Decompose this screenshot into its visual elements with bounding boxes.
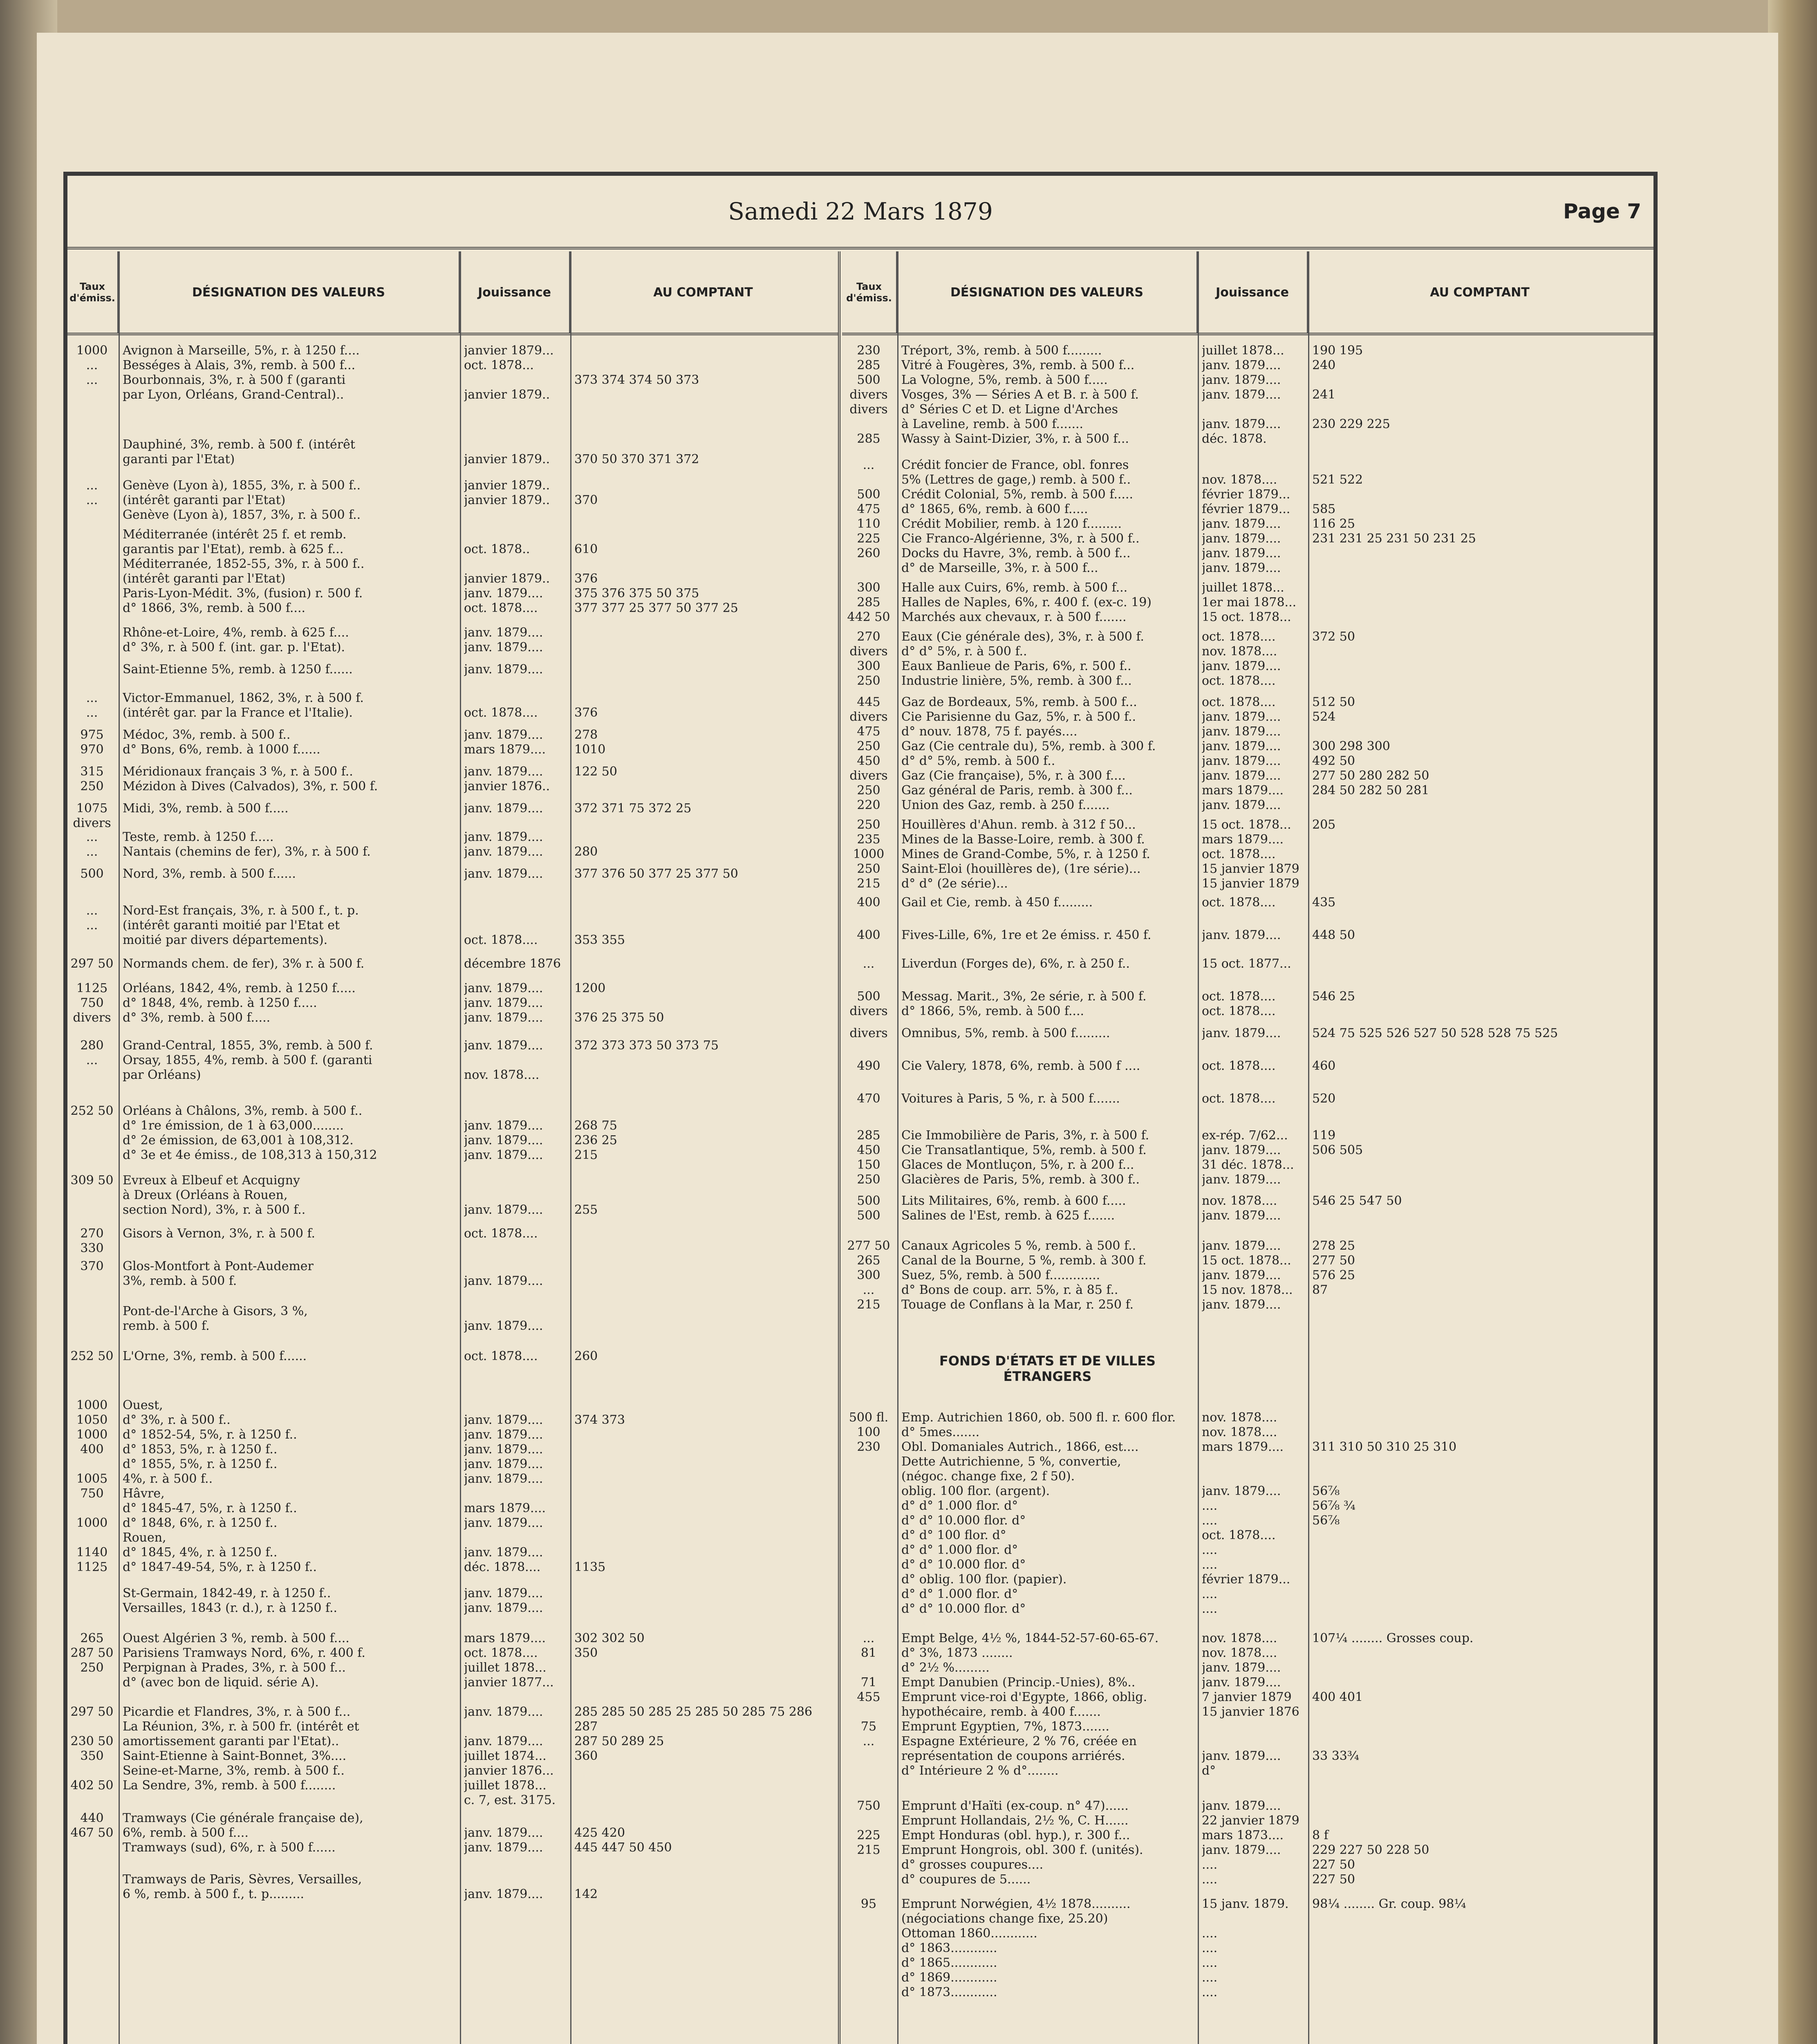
cell-prix: 122 50	[574, 764, 617, 779]
cell-jouis: oct. 1878....	[464, 1226, 538, 1241]
cell-desig: Genève (Lyon à), 1855, 3%, r. à 500 f.. (intérêt garanti par l'Etat) Genève (Lyon à), 1857, 3%, r. à 500 f..	[123, 478, 361, 522]
cell-jouis: janv. 1879.... janv. 1879.... janv. 1879....	[464, 1118, 543, 1162]
cell-jouis: oct. 1878....	[1202, 895, 1276, 910]
cell-taux: 270 330	[80, 1226, 104, 1255]
cell-desig: Nord, 3%, remb. à 500 f......	[123, 867, 296, 881]
cell-taux: 1125 750 divers	[73, 981, 111, 1025]
cell-jouis: janv. 1879....	[464, 1887, 543, 1901]
cell-desig: Voitures à Paris, 5 %, r. à 500 f.......	[901, 1091, 1120, 1106]
cell-prix: 278 1010	[574, 728, 606, 757]
cell-prix: 377 376 50 377 25 377 50	[574, 867, 738, 881]
taux-header-right: Taux d'émiss.	[842, 251, 897, 333]
cell-jouis: oct. 1878....	[1202, 1091, 1276, 1106]
cell-taux: 1000 1050 1000 400 1005 750 1000 1140 1125	[76, 1398, 108, 1574]
cell-prix: 107¼ ........ Grosses coup. 400 401 33 33¾	[1312, 1631, 1474, 1763]
cell-prix: 268 75 236 25 215	[574, 1118, 617, 1162]
cell-jouis: janv. 1879.... 15 oct. 1878... janv. 1879.... 15 nov. 1878... janv. 1879....	[1202, 1239, 1293, 1312]
cell-desig: Glos-Montfort à Pont-Audemer 3%, remb. à 500 f.	[123, 1259, 314, 1288]
cell-prix: 205	[1312, 818, 1336, 832]
cell-prix: 302 302 50 350	[574, 1631, 645, 1660]
cell-prix: 142	[574, 1887, 598, 1901]
cell-desig: Normands chem. de fer), 3% r. à 500 f.	[123, 957, 365, 971]
cell-jouis: janv. 1879....	[464, 801, 543, 816]
cell-taux: 297 50 230 50 350 402 50	[70, 1705, 114, 1793]
cell-prix: 374 373 1135	[574, 1413, 625, 1574]
cell-taux: 400	[857, 895, 880, 910]
designation-header: DÉSIGNATION DES VALEURS	[119, 251, 460, 333]
cell-prix: 372 373 373 50 373 75	[574, 1038, 719, 1053]
cell-desig: Emprunt d'Haïti (ex-coup. n° 47)...... Emprunt Hollandais, 2½ %, C. H...... Empt Honduras (obl. hyp.), r. 300 f... Emprunt Hongrois, obl. 300 f. (unités). d° grosses coupures.... d° coupures de 5......	[901, 1799, 1143, 1887]
cell-desig: Médoc, 3%, remb. à 500 f.. d° Bons, 6%, remb. à 1000 f......	[123, 728, 320, 757]
cell-jouis: oct. 1878....	[464, 933, 538, 947]
cell-taux: 440 467 50	[70, 1811, 114, 1840]
cell-taux: 285 450 150 250	[857, 1128, 880, 1187]
cell-prix: 546 25 547 50	[1312, 1194, 1402, 1208]
cell-desig: Crédit foncier de France, obl. fonres 5% (Lettres de gage,) remb. à 500 f.. Crédit Colonial, 5%, remb. à 500 f..... d° 1865, 6%, remb. à 600 f..... Crédit Mobilier, remb. à 120 f......... Cie Franco-Algérienne, 3%, r. à 500 f.. Docks du Havre, 3%, remb. à 500 f... d° de Marseille, 3%, r. à 500 f...	[901, 458, 1140, 575]
cell-desig: Messag. Marit., 3%, 2e série, r. à 500 f. d° 1866, 5%, remb. à 500 f....	[901, 989, 1147, 1018]
cell-taux: ... ...	[86, 830, 98, 859]
cell-taux: 500	[80, 867, 104, 881]
cell-desig: Tréport, 3%, remb. à 500 f......... Vitré à Fougères, 3%, remb. à 500 f... La Vologne, 5%, remb. à 500 f..... Vosges, 3% — Séries A et B. r. à 500 f. d° Séries C et D. et Ligne d'Arches à Laveline, remb. à 500 f....... Wassy à Saint-Dizier, 3%, r. à 500 f...	[901, 343, 1139, 446]
cell-taux: 300 285 442 50	[847, 580, 890, 624]
cell-jouis: ex-rép. 7/62... janv. 1879.... 31 déc. 1878... janv. 1879....	[1202, 1128, 1294, 1187]
cell-jouis: décembre 1876	[464, 957, 561, 971]
cell-desig: Omnibus, 5%, remb. à 500 f.........	[901, 1026, 1110, 1040]
cell-jouis: janv. 1879.... nov. 1878....	[464, 1038, 543, 1082]
cell-jouis: janv. 1879.... janvier 1876..	[464, 764, 550, 793]
cell-jouis: janv. 1879....	[1202, 928, 1281, 942]
cell-desig: Cie Valery, 1878, 6%, remb. à 500 f ....	[901, 1059, 1140, 1073]
cell-prix: 425 420 445 447 50 450	[574, 1826, 672, 1855]
cell-taux: ... 81 71 455 75 ...	[857, 1631, 880, 1748]
cell-desig: Liverdun (Forges de), 6%, r. à 250 f..	[901, 957, 1130, 971]
cell-taux: 750 225 215	[857, 1799, 880, 1857]
cell-jouis: oct. 1878....	[1202, 1059, 1276, 1073]
cell-jouis: oct. 1878.. janvier 1879.. janv. 1879.... oct. 1878....	[464, 542, 550, 615]
cell-taux: 500 500	[857, 1194, 880, 1223]
cell-taux: 265 287 50 250	[70, 1631, 114, 1675]
cell-prix: 610 376 375 376 375 50 375 377 377 25 377 50 377 25	[574, 542, 738, 615]
cell-prix: 285 285 50 285 25 285 50 285 75 286 287 287 50 289 25 360	[574, 1705, 813, 1763]
cell-desig: Orléans, 1842, 4%, remb. à 1250 f..... d° 1848, 4%, remb. à 1250 f..... d° 3%, remb. à 500 f.....	[123, 981, 356, 1025]
cell-desig: Victor-Emmanuel, 1862, 3%, r. à 500 f. (intérêt gar. par la France et l'Italie).	[123, 691, 364, 720]
cell-jouis: janv. 1879.... janv. 1879.... janv. 1879....	[464, 981, 543, 1025]
cell-taux: 297 50	[70, 957, 114, 971]
cell-jouis: janv. 1879....	[464, 1319, 543, 1333]
cell-taux: 315 250	[80, 764, 104, 793]
cell-desig: Emp. Autrichien 1860, ob. 500 fl. r. 600 flor. d° 5mes....... Obl. Domaniales Autrich., 1866, est.... Dette Autrichienne, 5 %, convertie, (négoc. change fixe, 2 f 50). oblig. 100 flor. (argent). d° d° 1.000 flor. d° d° d° 10.000 flor. d° d° d° 100 flor. d° d° d° 1.000 flor. d° d° d° 10.000 flor. d° d° oblig. 100 flor. (papier). d° d° 1.000 flor. d° d° d° 10.000 flor. d°	[901, 1410, 1176, 1616]
cell-prix: 119 506 505	[1312, 1128, 1363, 1157]
cell-jouis: janvier 1879..	[464, 452, 550, 466]
cell-prix: 520	[1312, 1091, 1336, 1106]
cell-taux: 1000 ... ...	[76, 343, 108, 387]
cell-prix: 260	[574, 1349, 598, 1363]
cell-taux: 400	[857, 928, 880, 942]
cell-prix: 546 25	[1312, 989, 1355, 1004]
cell-taux: ... 500 475 110 225 260	[857, 458, 880, 560]
left-table	[67, 251, 840, 2044]
comptant-header-right: AU COMPTANT	[1430, 285, 1530, 300]
page-number: Page 7	[1563, 199, 1641, 223]
cell-prix: 278 25 277 50 576 25 87	[1312, 1239, 1355, 1297]
cell-jouis: janv. 1879....	[464, 662, 543, 677]
cell-jouis: janv. 1879.... mars 1879....	[464, 728, 546, 757]
cell-jouis: janvier 1879.. janvier 1879..	[464, 478, 550, 507]
cell-jouis: oct. 1878.... janv. 1879.... janv. 1879.... janv. 1879.... janv. 1879.... janv. 1879.... mars 1879.... janv. 1879....	[1202, 695, 1284, 812]
cell-desig: Gail et Cie, remb. à 450 f.........	[901, 895, 1093, 910]
cell-desig: Méditerranée (intérêt 25 f. et remb. garantis par l'Etat), remb. à 625 f... Méditerranée, 1852-55, 3%, r. à 500 f.. (intérêt garanti par l'Etat) Paris-Lyon-Médit. 3%, (fusion) r. 500 f. d° 1866, 3%, remb. à 500 f....	[123, 527, 365, 615]
cell-jouis: janv. 1879.... janv. 1879....	[464, 1826, 543, 1855]
cell-taux: 280 ...	[80, 1038, 104, 1067]
cell-desig: Rhône-et-Loire, 4%, remb. à 625 f.... d° 3%, r. à 500 f. (int. gar. p. l'Etat).	[123, 625, 349, 654]
cell-prix: 370 50 370 371 372	[574, 452, 699, 466]
cell-jouis: nov. 1878.... nov. 1878.... mars 1879.... janv. 1879.... .... .... oct. 1878.... .... .... février 1879... .... ....	[1202, 1410, 1290, 1616]
cell-desig: Grand-Central, 1855, 3%, remb. à 500 f. Orsay, 1855, 4%, remb. à 500 f. (garanti par Orléans)	[123, 1038, 373, 1082]
cell-desig: Ouest, d° 3%, r. à 500 f.. d° 1852-54, 5%, r. à 1250 f.. d° 1853, 5%, r. à 1250 f.. d° 1855, 5%, r. à 1250 f.. 4%, r. à 500 f.. Hâvre, d° 1845-47, 5%, r. à 1250 f.. d° 1848, 6%, r. à 1250 f.. Rouen, d° 1845, 4%, r. à 1250 f.. d° 1847-49-54, 5%, r. à 1250 f..	[123, 1398, 317, 1574]
cell-prix: 311 310 50 310 25 310 56⅞ 56⅞ ¾ 56⅞	[1312, 1440, 1457, 1528]
cell-jouis: janv. 1879....	[1202, 1026, 1281, 1040]
cell-prix: 98¼ ........ Gr. coup. 98¼	[1312, 1897, 1466, 1911]
cell-jouis: oct. 1878....	[464, 706, 538, 720]
cell-taux: 370	[80, 1259, 104, 1273]
cell-desig: L'Orne, 3%, remb. à 500 f......	[123, 1349, 307, 1363]
cell-taux: 270 divers 300 250	[849, 630, 888, 688]
cell-desig: Picardie et Flandres, 3%, r. à 500 f... La Réunion, 3%, r. à 500 fr. (intérêt et amortissement garanti par l'Etat).. Saint-Etienne à Saint-Bonnet, 3%.... Seine-et-Marne, 3%, remb. à 500 f.. La Sendre, 3%, remb. à 500 f........	[123, 1705, 359, 1793]
cell-taux: 95	[860, 1897, 877, 1911]
cell-prix: 435	[1312, 895, 1336, 910]
cell-jouis: nov. 1878.... février 1879... février 1879... janv. 1879.... janv. 1879.... janv. 1879.... janv. 1879....	[1202, 473, 1290, 575]
cell-desig: Nord-Est français, 3%, r. à 500 f., t. p. (intérêt garanti moitié par l'Etat et moitié par divers départements).	[123, 903, 359, 947]
cell-prix: 460	[1312, 1059, 1336, 1073]
cell-desig: Emprunt Norwégien, 4½ 1878.......... (négociations change fixe, 25.20) Ottoman 1860............ d° 1863............ d° 1865............ d° 1869............ d° 1873............	[901, 1897, 1131, 1999]
cell-desig: Houillères d'Ahun. remb. à 312 f 50... Mines de la Basse-Loire, remb. à 300 f. Mines de Grand-Combe, 5%, r. à 1250 f. Saint-Eloi (houillères de), (1re série)... d° d° (2e série)...	[901, 818, 1150, 891]
cell-taux: 445 divers 475 250 450 divers 250 220	[849, 695, 888, 812]
cell-jouis: janvier 1879... oct. 1878... janvier 1879..	[464, 343, 554, 402]
cell-desig: Evreux à Elbeuf et Acquigny à Dreux (Orléans à Rouen, section Nord), 3%, r. à 500 f..	[123, 1173, 306, 1217]
cell-jouis: oct. 1878.... oct. 1878....	[1202, 989, 1276, 1018]
cell-prix: 521 522 585 116 25 231 231 25 231 50 231 25	[1312, 473, 1476, 546]
cell-taux: 309 50	[70, 1173, 114, 1188]
cell-taux: ... ...	[86, 691, 98, 720]
cell-taux: 490	[857, 1059, 880, 1073]
cell-jouis: 15 janv. 1879. .... .... .... .... ....	[1202, 1897, 1289, 1999]
cell-jouis: janv. 1879.... 22 janvier 1879 mars 1873.... janv. 1879.... .... ....	[1202, 1799, 1299, 1887]
designation-header-right: DÉSIGNATION DES VALEURS	[897, 251, 1198, 333]
cell-taux: 975 970	[80, 728, 104, 757]
cell-desig: Midi, 3%, remb. à 500 f.....	[123, 801, 289, 816]
cell-jouis: janv. 1879....	[464, 1274, 543, 1288]
cell-jouis: nov. 1878.... nov. 1878.... janv. 1879.... janv. 1879.... 7 janvier 1879 15 janvier 1876 janv. 1879.... d°	[1202, 1631, 1299, 1778]
cell-taux: 500 fl. 100 230	[849, 1410, 889, 1454]
cell-desig: Canaux Agricoles 5 %, remb. à 500 f.. Canal de la Bourne, 5 %, remb. à 300 f. Suez, 5%, remb. à 500 f............. d° Bons de coup. arr. 5%, r. à 85 f.. Touage de Conflans à la Mar, r. 250 f.	[901, 1239, 1147, 1312]
cell-taux: 500 divers	[849, 989, 888, 1018]
cell-jouis: nov. 1878.... janv. 1879....	[1202, 1194, 1281, 1223]
cell-taux: ...	[863, 957, 875, 971]
cell-desig: Lits Militaires, 6%, remb. à 600 f..... Salines de l'Est, remb. à 625 f.......	[901, 1194, 1126, 1223]
cell-taux: 230 285 500 divers divers 285	[849, 343, 888, 446]
cell-prix: 255	[574, 1203, 598, 1217]
cell-taux: 1075 divers	[73, 801, 111, 830]
comptant-header: AU COMPTANT	[653, 285, 753, 300]
left-table-header	[67, 251, 838, 335]
cell-jouis: oct. 1878....	[464, 1349, 538, 1363]
cell-prix: 370	[574, 493, 598, 507]
cell-desig: Pont-de-l'Arche à Gisors, 3 %, remb. à 500 f.	[123, 1304, 308, 1333]
cell-desig: St-Germain, 1842-49, r. à 1250 f.. Versailles, 1843 (r. d.), r. à 1250 f..	[123, 1586, 338, 1615]
cell-prix: 1200 376 25 375 50	[574, 981, 664, 1025]
cell-jouis: 15 oct. 1878... mars 1879.... oct. 1878.... 15 janvier 1879 15 janvier 1879	[1202, 818, 1299, 891]
section-foreign-funds: FONDS D'ÉTATS ET DE VILLES ÉTRANGERS	[939, 1353, 1156, 1384]
cell-taux: 252 50	[70, 1349, 114, 1363]
cell-prix: 353 355	[574, 933, 625, 947]
cell-jouis: janv. 1879.... janv. 1879....	[464, 625, 543, 654]
cell-desig: Avignon à Marseille, 5%, r. à 1250 f.... Bességes à Alais, 3%, remb. à 500 f... Bourbonnais, 3%, r. à 500 f (garanti par Lyon, Orléans, Grand-Central)..	[123, 343, 360, 402]
cell-jouis: juillet 1878... 1er mai 1878... 15 oct. 1878...	[1202, 580, 1297, 624]
cell-prix: 376	[574, 706, 598, 720]
cell-taux: ... ...	[86, 478, 98, 507]
cell-prix: 512 50 524 300 298 300 492 50 277 50 280 282 50 284 50 282 50 281	[1312, 695, 1429, 798]
cell-desig: Gisors à Vernon, 3%, r. à 500 f.	[123, 1226, 316, 1241]
cell-desig: Dauphiné, 3%, remb. à 500 f. (intérêt garanti par l'Etat)	[123, 437, 355, 466]
cell-desig: Tramways de Paris, Sèvres, Versailles, 6 %, remb. à 500 f., t. p.........	[123, 1872, 362, 1901]
cell-taux: 252 50	[70, 1104, 114, 1118]
cell-desig: Orléans à Châlons, 3%, remb. à 500 f.. d° 1re émission, de 1 à 63,000........ d° 2e émission, de 63,001 à 108,312. d° 3e et 4e émiss., de 108,313 à 150,312	[123, 1104, 377, 1162]
cell-prix: 524 75 525 526 527 50 528 528 75 525	[1312, 1026, 1558, 1040]
cell-jouis: janv. 1879....	[464, 867, 543, 881]
page-date: Samedi 22 Mars 1879	[728, 197, 993, 225]
cell-prix: 373 374 374 50 373	[574, 373, 699, 387]
cell-desig: Ouest Algérien 3 %, remb. à 500 f.... Parisiens Tramways Nord, 6%, r. 400 f. Perpignan à Prades, 3%, r. à 500 f... d° (avec bon de liquid. série A).	[123, 1631, 365, 1690]
cell-jouis: oct. 1878.... nov. 1878.... janv. 1879.... oct. 1878....	[1202, 630, 1281, 688]
cell-jouis: mars 1879.... oct. 1878.... juillet 1878... janvier 1877...	[464, 1631, 554, 1690]
cell-desig: Teste, remb. à 1250 f..... Nantais (chemins de fer), 3%, r. à 500 f.	[123, 830, 371, 859]
right-table-header	[842, 251, 1653, 335]
cell-desig: Méridionaux français 3 %, r. à 500 f.. Mézidon à Dives (Calvados), 3%, r. 500 f.	[123, 764, 378, 793]
cell-jouis: janv. 1879.... janv. 1879....	[464, 830, 543, 859]
cell-jouis: janv. 1879.... janv. 1879....	[464, 1586, 543, 1615]
cell-prix: 372 371 75 372 25	[574, 801, 692, 816]
cell-jouis: janv. 1879.... janv. 1879.... juillet 1874... janvier 1876... juillet 1878... c. 7, est. 3175.	[464, 1705, 556, 1807]
cell-desig: Tramways (Cie générale française de), 6%, remb. à 500 f.... Tramways (sud), 6%, r. à 500 f......	[123, 1811, 363, 1855]
cell-prix: 448 50	[1312, 928, 1355, 942]
cell-jouis: janv. 1879....	[464, 1203, 543, 1217]
cell-desig: Eaux (Cie générale des), 3%, r. à 500 f. d° d° 5%, r. à 500 f.. Eaux Banlieue de Paris, 6%, r. 500 f.. Industrie linière, 5%, remb. à 300 f...	[901, 630, 1144, 688]
cell-taux: divers	[849, 1026, 888, 1040]
page-header	[63, 176, 1658, 249]
cell-jouis: juillet 1878... janv. 1879.... janv. 1879.... janv. 1879.... janv. 1879.... déc. 1878.	[1202, 343, 1284, 446]
cell-prix: 8 f 229 227 50 228 50 227 50 227 50	[1312, 1828, 1429, 1887]
cell-taux: ... ...	[86, 903, 98, 932]
cell-desig: Halle aux Cuirs, 6%, remb. à 500 f... Halles de Naples, 6%, r. 400 f. (ex-c. 19) Marchés aux chevaux, r. à 500 f.......	[901, 580, 1152, 624]
jouissance-header: Jouissance	[460, 251, 570, 333]
cell-prix: 190 195 240 241 230 229 225	[1312, 343, 1390, 431]
cell-desig: Saint-Etienne 5%, remb. à 1250 f......	[123, 662, 353, 677]
right-table	[842, 251, 1653, 2044]
cell-desig: Fives-Lille, 6%, 1re et 2e émiss. r. 450 f.	[901, 928, 1152, 942]
cell-taux: 277 50 265 300 ... 215	[847, 1239, 890, 1312]
cell-prix: 280	[574, 845, 598, 859]
jouissance-header-right: Jouissance	[1198, 251, 1308, 333]
cell-prix: 372 50	[1312, 630, 1355, 644]
cell-desig: Cie Immobilière de Paris, 3%, r. à 500 f. Cie Transatlantique, 5%, remb. à 500 f. Glaces de Montluçon, 5%, r. à 200 f... Glacières de Paris, 5%, remb. à 300 f..	[901, 1128, 1149, 1187]
cell-desig: Gaz de Bordeaux, 5%, remb. à 500 f... Cie Parisienne du Gaz, 5%, r. à 500 f.. d° nouv. 1878, 75 f. payés.... Gaz (Cie centrale du), 5%, remb. à 300 f. d° d° 5%, remb. à 500 f.. Gaz (Cie française), 5%, r. à 300 f.... Gaz général de Paris, remb. à 300 f... Union des Gaz, remb. à 250 f.......	[901, 695, 1156, 812]
cell-desig: Empt Belge, 4½ %, 1844-52-57-60-65-67. d° 3%, 1873 ........ d° 2½ %......... Empt Danubien (Princip.-Unies), 8%.. Emprunt vice-roi d'Egypte, 1866, oblig. hypothécaire, remb. à 400 f....... Emprunt Egyptien, 7%, 1873....... Espagne Extérieure, 2 % 76, créée en représentation de coupons arriérés. d° Intérieure 2 % d°........	[901, 1631, 1159, 1778]
cell-taux: 250 235 1000 250 215	[853, 818, 885, 891]
taux-header: Taux d'émiss.	[67, 251, 119, 333]
cell-taux: 470	[857, 1091, 880, 1106]
cell-jouis: janv. 1879.... janv. 1879.... janv. 1879.... janv. 1879.... janv. 1879.... mars 1879.... janv. 1879.... janv. 1879.... déc. 1878....	[464, 1413, 546, 1574]
cell-jouis: 15 oct. 1877...	[1202, 957, 1291, 971]
